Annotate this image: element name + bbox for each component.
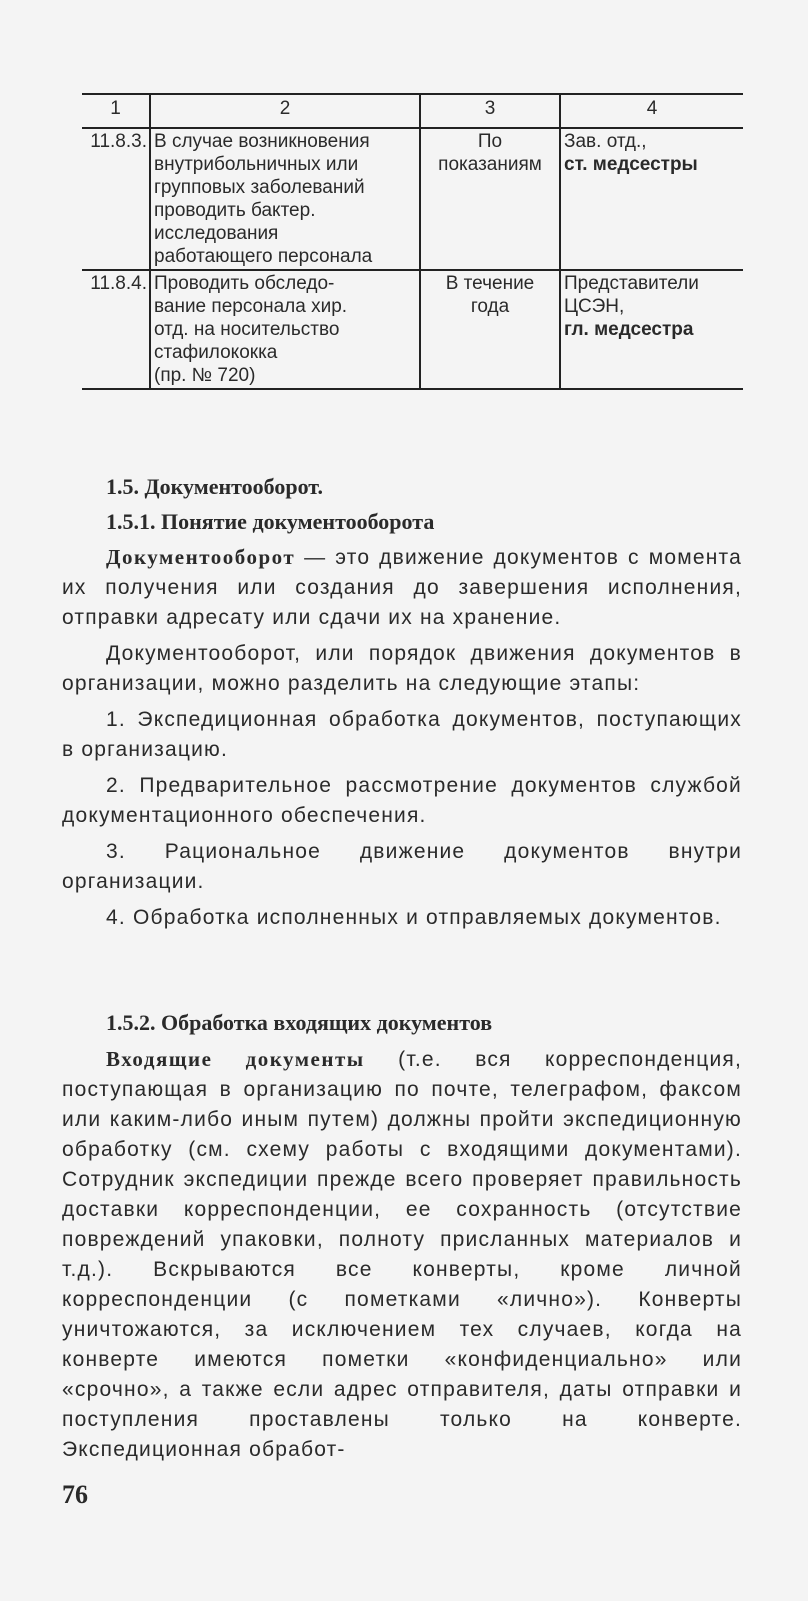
responsible-line: ЦСЭН, bbox=[564, 296, 625, 317]
paragraph-text: (т.е. вся корреспонденция, поступающая в организацию по почте, телеграфом, факсом или каким-либо иным путем) должны пройти экспедиционную обработку (см. схему работы с входящими документами). Сотрудник экспедиции прежде всего проверяет правильность доставки корреспонденции, ее сохранность (отсутствие повреждений упаковки, полноту присланных материалов и т.д.). Вскрываются все конверты, кроме личной корреспонденции (с пометками «лично»). Конверты уничтожаются, за исключением тех случаев, когда на конверте имеются пометки «конфиденциально» или «срочно», а также если адрес отправителя, даты отправки и поступления проставлены только на конверте. Экспедиционная обработ- bbox=[62, 1048, 743, 1461]
list-item: 2. Предварительное рассмотрение документов службой документационного обеспечения. bbox=[62, 774, 742, 827]
list-item: 3. Рациональное движение документов внутри организации. bbox=[62, 840, 742, 893]
paragraph bbox=[62, 542, 742, 633]
task-line: отд. на носительство bbox=[154, 319, 340, 340]
task-line: групповых заболеваний bbox=[154, 177, 365, 198]
term-line: года bbox=[470, 296, 510, 317]
task-line: исследования bbox=[154, 223, 279, 244]
table-header-row bbox=[82, 94, 743, 128]
row-number: 11.8.4. bbox=[82, 270, 150, 389]
list-item: 4. Обработка исполненных и отправляемых документов. bbox=[106, 906, 722, 929]
term-line: В течение bbox=[445, 273, 535, 294]
term-line: показаниям bbox=[438, 154, 542, 175]
task-line: В случае возникновения bbox=[154, 131, 370, 152]
paragraph-text: — это движение документов с момента их получения или создания до завершения исполнения, отправки адресату или сдачи их на хранение. bbox=[62, 546, 742, 629]
term-lead: Документооборот bbox=[106, 545, 296, 569]
paragraph: Документооборот, или порядок движения документов в организации, можно разделить на следующие этапы: bbox=[62, 642, 742, 695]
table-row bbox=[82, 270, 743, 389]
column-header: 1 bbox=[82, 94, 150, 128]
subsection-heading: 1.5.2. Обработка входящих документов bbox=[106, 1010, 493, 1035]
task-line: работающего персонала bbox=[154, 246, 373, 267]
task-line: внутрибольничных или bbox=[154, 154, 359, 175]
term-line: По bbox=[477, 131, 503, 152]
column-header: 3 bbox=[420, 94, 560, 128]
column-header: 4 bbox=[560, 94, 743, 128]
paragraph bbox=[62, 1044, 742, 1465]
responsible-line: Зав. отд., bbox=[564, 131, 647, 152]
term-cell bbox=[420, 128, 560, 270]
row-number: 11.8.3. bbox=[82, 128, 150, 270]
list-item: 1. Экспедиционная обработка документов, поступающих в организацию. bbox=[62, 708, 742, 761]
column-header: 2 bbox=[150, 94, 420, 128]
task-cell bbox=[150, 128, 420, 270]
term-lead: Входящие документы bbox=[106, 1047, 365, 1071]
subsection-heading: 1.5.1. Понятие документооборота bbox=[106, 509, 435, 534]
task-line: (пр. № 720) bbox=[154, 365, 256, 386]
responsible-line: Представители bbox=[564, 273, 699, 294]
page-number: 76 bbox=[62, 1480, 88, 1509]
responsible-cell bbox=[560, 270, 743, 389]
task-line: проводить бактер. bbox=[154, 200, 316, 221]
body-text-2 bbox=[62, 1044, 742, 1465]
responsible-cell bbox=[560, 128, 743, 270]
table-row bbox=[82, 128, 743, 270]
term-cell bbox=[420, 270, 560, 389]
section-heading: 1.5. Документооборот. bbox=[106, 474, 323, 499]
task-line: вание персонала хир. bbox=[154, 296, 348, 317]
responsible-bold: гл. медсестра bbox=[564, 319, 694, 340]
responsible-bold: ст. медсестры bbox=[564, 154, 698, 175]
task-line: стафилококка bbox=[154, 342, 278, 363]
task-line: Проводить обследо- bbox=[154, 273, 335, 294]
schedule-table bbox=[82, 93, 743, 390]
body-text-1 bbox=[62, 542, 742, 933]
task-cell bbox=[150, 270, 420, 389]
